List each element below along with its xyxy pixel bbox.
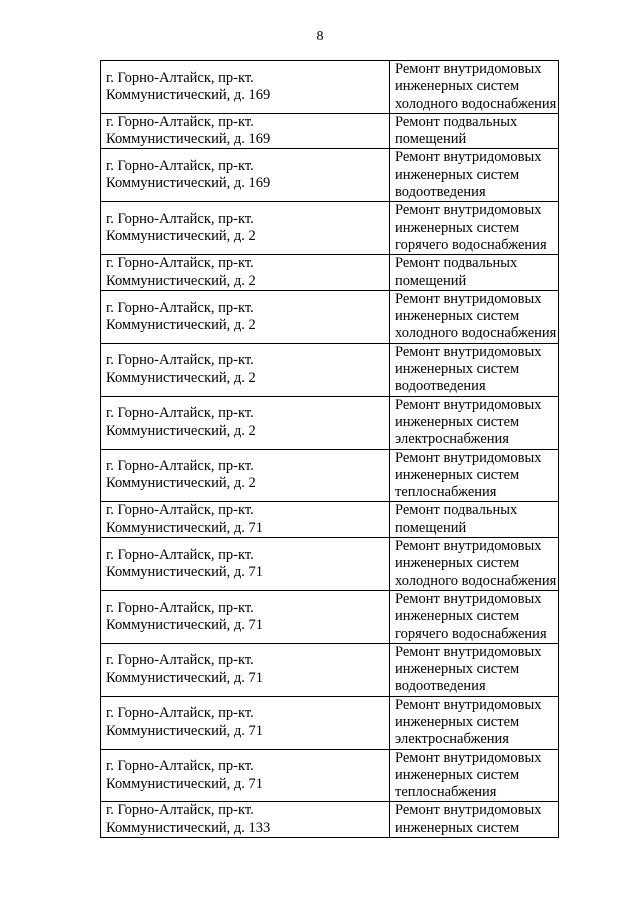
work-type-line: теплоснабжения	[395, 784, 497, 801]
work-type-line: холодного водоснабжения	[395, 572, 557, 589]
work-type-line: холодного водоснабжения	[395, 95, 557, 112]
address-line: г. Горно-Алтайск, пр-кт.	[106, 758, 254, 775]
work-type-cell	[390, 113, 559, 149]
address-line: Коммунистический, д. 2	[106, 369, 256, 386]
table-row	[101, 396, 559, 449]
work-type-line: водоотведения	[395, 678, 486, 695]
work-type-line: Ремонт внутридомовых	[395, 343, 542, 360]
work-type-line: Ремонт внутридомовых	[395, 590, 542, 607]
page-number: 8	[316, 29, 324, 44]
work-type-cell	[390, 696, 559, 749]
table-row	[101, 502, 559, 538]
work-type-line: Ремонт внутридомовых	[395, 749, 542, 766]
address-cell	[101, 255, 390, 291]
work-type-cell	[390, 643, 559, 696]
address-line: Коммунистический, д. 71	[106, 722, 264, 739]
work-type-line: помещений	[395, 272, 467, 289]
address-line: Коммунистический, д. 169	[106, 175, 271, 192]
work-type-line: инженерных систем	[395, 608, 520, 625]
table-row	[101, 202, 559, 255]
work-type-line: инженерных систем	[395, 361, 520, 378]
work-type-line: теплоснабжения	[395, 484, 497, 501]
address-line: г. Горно-Алтайск, пр-кт.	[106, 113, 254, 130]
address-line: Коммунистический, д. 71	[106, 519, 264, 536]
address-cell	[101, 61, 390, 114]
work-type-line: Ремонт внутридомовых	[395, 538, 542, 555]
work-type-cell	[390, 538, 559, 591]
work-type-line: инженерных систем	[395, 661, 520, 678]
address-line: Коммунистический, д. 71	[106, 775, 264, 792]
table-row	[101, 802, 559, 838]
work-type-line: инженерных систем	[395, 713, 520, 730]
table-row	[101, 255, 559, 291]
address-line: Коммунистический, д. 71	[106, 563, 264, 580]
address-line: г. Горно-Алтайск, пр-кт.	[106, 255, 254, 272]
table-row	[101, 113, 559, 149]
table-row	[101, 343, 559, 396]
address-cell	[101, 149, 390, 202]
table-row	[101, 590, 559, 643]
address-cell	[101, 590, 390, 643]
work-type-line: инженерных систем	[395, 766, 520, 783]
address-line: г. Горно-Алтайск, пр-кт.	[106, 546, 254, 563]
work-type-line: Ремонт подвальных	[395, 255, 518, 272]
table-row	[101, 749, 559, 802]
address-line: г. Горно-Алтайск, пр-кт.	[106, 705, 254, 722]
work-type-line: инженерных систем	[395, 466, 520, 483]
work-type-line: Ремонт внутридомовых	[395, 643, 542, 660]
address-cell	[101, 802, 390, 838]
work-type-line: холодного водоснабжения	[395, 325, 557, 342]
address-cell	[101, 113, 390, 149]
address-line: г. Горно-Алтайск, пр-кт.	[106, 158, 254, 175]
work-type-line: Ремонт внутридомовых	[395, 202, 542, 219]
table-row	[101, 290, 559, 343]
work-type-cell	[390, 61, 559, 114]
address-cell	[101, 643, 390, 696]
work-type-cell	[390, 290, 559, 343]
address-line: г. Горно-Алтайск, пр-кт.	[106, 502, 254, 519]
address-line: г. Горно-Алтайск, пр-кт.	[106, 299, 254, 316]
address-cell	[101, 749, 390, 802]
address-cell	[101, 696, 390, 749]
address-cell	[101, 502, 390, 538]
work-type-line: инженерных систем	[395, 555, 520, 572]
table-row	[101, 538, 559, 591]
address-cell	[101, 538, 390, 591]
work-type-cell	[390, 449, 559, 502]
address-line: Коммунистический, д. 2	[106, 475, 256, 492]
work-type-line: инженерных систем	[395, 166, 520, 183]
address-line: Коммунистический, д. 2	[106, 272, 256, 289]
work-type-line: горячего водоснабжения	[395, 236, 547, 253]
work-type-cell	[390, 502, 559, 538]
address-line: г. Горно-Алтайск, пр-кт.	[106, 69, 254, 86]
address-line: Коммунистический, д. 2	[106, 316, 256, 333]
work-type-line: водоотведения	[395, 184, 486, 201]
address-cell	[101, 202, 390, 255]
table-row	[101, 449, 559, 502]
address-line: г. Горно-Алтайск, пр-кт.	[106, 802, 254, 819]
address-line: Коммунистический, д. 169	[106, 131, 271, 148]
work-type-cell	[390, 396, 559, 449]
table-row	[101, 643, 559, 696]
work-type-line: инженерных систем	[395, 413, 520, 430]
work-type-line: инженерных систем	[395, 219, 520, 236]
address-line: г. Горно-Алтайск, пр-кт.	[106, 352, 254, 369]
work-type-cell	[390, 255, 559, 291]
address-line: Коммунистический, д. 2	[106, 228, 256, 245]
work-type-cell	[390, 202, 559, 255]
table-row	[101, 61, 559, 114]
address-line: г. Горно-Алтайск, пр-кт.	[106, 458, 254, 475]
work-type-cell	[390, 590, 559, 643]
work-type-line: инженерных систем	[395, 78, 520, 95]
address-cell	[101, 290, 390, 343]
address-line: г. Горно-Алтайск, пр-кт.	[106, 599, 254, 616]
work-type-line: помещений	[395, 131, 467, 148]
work-type-line: Ремонт внутридомовых	[395, 449, 542, 466]
address-cell	[101, 449, 390, 502]
work-type-line: электроснабжения	[395, 431, 509, 448]
address-line: г. Горно-Алтайск, пр-кт.	[106, 405, 254, 422]
address-line: Коммунистический, д. 71	[106, 669, 264, 686]
address-cell	[101, 343, 390, 396]
work-type-cell	[390, 149, 559, 202]
work-type-cell	[390, 802, 559, 838]
address-line: Коммунистический, д. 133	[106, 819, 271, 836]
works-table-body	[101, 61, 559, 838]
work-type-cell	[390, 343, 559, 396]
address-line: г. Горно-Алтайск, пр-кт.	[106, 652, 254, 669]
work-type-line: электроснабжения	[395, 731, 509, 748]
work-type-line: горячего водоснабжения	[395, 625, 547, 642]
work-type-line: Ремонт подвальных	[395, 113, 518, 130]
work-type-line: Ремонт внутридомовых	[395, 61, 542, 77]
work-type-line: водоотведения	[395, 378, 486, 395]
work-type-cell	[390, 749, 559, 802]
work-type-line: Ремонт внутридомовых	[395, 290, 542, 307]
work-type-line: Ремонт внутридомовых	[395, 396, 542, 413]
address-line: Коммунистический, д. 2	[106, 422, 256, 439]
work-type-line: инженерных систем	[395, 308, 520, 325]
work-type-line: инженерных систем	[395, 819, 520, 836]
address-line: г. Горно-Алтайск, пр-кт.	[106, 211, 254, 228]
work-type-line: Ремонт внутридомовых	[395, 149, 542, 166]
address-line: Коммунистический, д. 169	[106, 86, 271, 103]
work-type-line: помещений	[395, 519, 467, 536]
works-table	[100, 60, 559, 838]
work-type-line: Ремонт внутридомовых	[395, 802, 542, 819]
work-type-line: Ремонт подвальных	[395, 502, 518, 519]
address-line: Коммунистический, д. 71	[106, 616, 264, 633]
work-type-line: Ремонт внутридомовых	[395, 696, 542, 713]
table-row	[101, 149, 559, 202]
address-cell	[101, 396, 390, 449]
table-row	[101, 696, 559, 749]
